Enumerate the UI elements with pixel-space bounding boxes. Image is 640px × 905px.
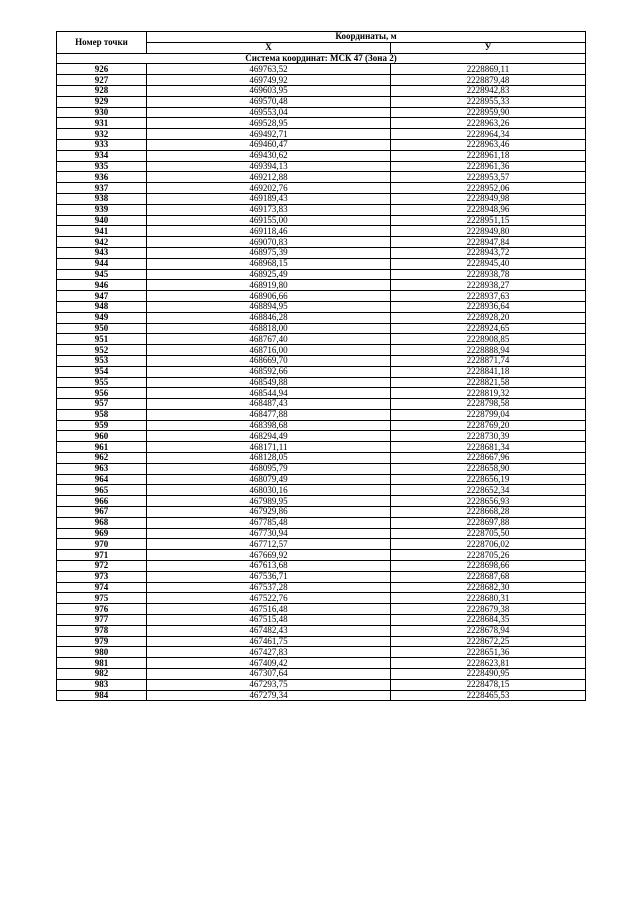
table-row <box>57 129 586 140</box>
table-row <box>57 442 586 453</box>
y-coordinate-cell: 2228961,36 <box>391 161 586 172</box>
x-coordinate-cell: 468095,79 <box>147 463 391 474</box>
point-number-cell: 977 <box>57 615 147 626</box>
table-row <box>57 291 586 302</box>
table-row <box>57 517 586 528</box>
x-coordinate-cell: 468846,28 <box>147 312 391 323</box>
table-row <box>57 183 586 194</box>
point-number-cell: 983 <box>57 679 147 690</box>
table-row <box>57 647 586 658</box>
x-coordinate-cell: 468487,43 <box>147 399 391 410</box>
y-coordinate-cell: 2228947,84 <box>391 237 586 248</box>
coordinate-system-label: Система координат: МСК 47 (Зона 2) <box>57 53 586 64</box>
point-number-cell: 941 <box>57 226 147 237</box>
y-coordinate-cell: 2228841,18 <box>391 366 586 377</box>
table-row <box>57 161 586 172</box>
x-coordinate-cell: 469212,88 <box>147 172 391 183</box>
point-number-cell: 940 <box>57 215 147 226</box>
y-coordinate-cell: 2228908,85 <box>391 334 586 345</box>
point-number-cell: 928 <box>57 85 147 96</box>
point-number-cell: 957 <box>57 399 147 410</box>
coordinates-header: Координаты, м <box>147 32 586 43</box>
table-row <box>57 75 586 86</box>
table-row <box>57 409 586 420</box>
x-coordinate-cell: 468294,49 <box>147 431 391 442</box>
point-number-cell: 933 <box>57 139 147 150</box>
y-coordinate-cell: 2228821,58 <box>391 377 586 388</box>
x-coordinate-cell: 469492,71 <box>147 129 391 140</box>
table-row <box>57 139 586 150</box>
y-coordinate-cell: 2228952,06 <box>391 183 586 194</box>
y-coordinate-cell: 2228730,39 <box>391 431 586 442</box>
y-coordinate-cell: 2228937,63 <box>391 291 586 302</box>
y-coordinate-cell: 2228678,94 <box>391 625 586 636</box>
coordinate-system-row <box>57 53 586 64</box>
y-coordinate-cell: 2228706,02 <box>391 539 586 550</box>
x-coordinate-cell: 467537,28 <box>147 582 391 593</box>
y-coordinate-cell: 2228879,48 <box>391 75 586 86</box>
table-row <box>57 420 586 431</box>
x-coordinate-cell: 467516,48 <box>147 604 391 615</box>
coordinates-table <box>56 31 586 701</box>
point-number-cell: 956 <box>57 388 147 399</box>
x-coordinate-cell: 467307,64 <box>147 669 391 680</box>
x-coordinate-cell: 469394,13 <box>147 161 391 172</box>
table-row <box>57 323 586 334</box>
x-coordinate-cell: 468171,11 <box>147 442 391 453</box>
point-number-cell: 979 <box>57 636 147 647</box>
x-coordinate-cell: 469118,46 <box>147 226 391 237</box>
y-coordinate-cell: 2228705,26 <box>391 550 586 561</box>
table-header <box>57 32 586 54</box>
point-number-cell: 980 <box>57 647 147 658</box>
point-number-cell: 967 <box>57 507 147 518</box>
y-coordinate-cell: 2228667,96 <box>391 453 586 464</box>
x-coordinate-cell: 468767,40 <box>147 334 391 345</box>
table-row <box>57 247 586 258</box>
x-coordinate-cell: 469460,47 <box>147 139 391 150</box>
x-coordinate-cell: 467293,75 <box>147 679 391 690</box>
x-coordinate-cell: 467929,86 <box>147 507 391 518</box>
x-coordinate-cell: 467712,57 <box>147 539 391 550</box>
x-coordinate-cell: 467427,83 <box>147 647 391 658</box>
x-coordinate-cell: 469528,95 <box>147 118 391 129</box>
point-number-cell: 960 <box>57 431 147 442</box>
table-row <box>57 377 586 388</box>
y-coordinate-cell: 2228680,31 <box>391 593 586 604</box>
x-coordinate-cell: 468079,49 <box>147 474 391 485</box>
point-number-cell: 969 <box>57 528 147 539</box>
table-row <box>57 96 586 107</box>
y-coordinate-cell: 2228964,34 <box>391 129 586 140</box>
x-coordinate-cell: 469430,62 <box>147 150 391 161</box>
table-row <box>57 226 586 237</box>
y-header: У <box>391 42 586 53</box>
x-coordinate-cell: 468975,39 <box>147 247 391 258</box>
x-coordinate-cell: 468544,94 <box>147 388 391 399</box>
table-row <box>57 528 586 539</box>
point-number-cell: 939 <box>57 204 147 215</box>
x-coordinate-cell: 468549,88 <box>147 377 391 388</box>
table-row <box>57 172 586 183</box>
y-coordinate-cell: 2228490,95 <box>391 669 586 680</box>
table-row <box>57 582 586 593</box>
point-number-cell: 946 <box>57 280 147 291</box>
table-row <box>57 355 586 366</box>
point-number-cell: 982 <box>57 669 147 680</box>
table-row <box>57 669 586 680</box>
table-row <box>57 388 586 399</box>
point-number-cell: 952 <box>57 345 147 356</box>
table-row <box>57 269 586 280</box>
y-coordinate-cell: 2228698,66 <box>391 561 586 572</box>
table-row <box>57 636 586 647</box>
table-row <box>57 604 586 615</box>
x-coordinate-cell: 468030,16 <box>147 485 391 496</box>
point-number-cell: 932 <box>57 129 147 140</box>
y-coordinate-cell: 2228951,15 <box>391 215 586 226</box>
y-coordinate-cell: 2228955,33 <box>391 96 586 107</box>
point-number-cell: 929 <box>57 96 147 107</box>
point-number-cell: 935 <box>57 161 147 172</box>
point-number-cell: 976 <box>57 604 147 615</box>
x-coordinate-cell: 468906,66 <box>147 291 391 302</box>
x-coordinate-cell: 469173,83 <box>147 204 391 215</box>
point-number-cell: 945 <box>57 269 147 280</box>
x-coordinate-cell: 467482,43 <box>147 625 391 636</box>
y-coordinate-cell: 2228652,34 <box>391 485 586 496</box>
point-number-cell: 955 <box>57 377 147 388</box>
y-coordinate-cell: 2228888,94 <box>391 345 586 356</box>
table-row <box>57 496 586 507</box>
point-number-cell: 970 <box>57 539 147 550</box>
x-coordinate-cell: 467669,92 <box>147 550 391 561</box>
x-coordinate-cell: 468968,15 <box>147 258 391 269</box>
x-coordinate-cell: 469155,00 <box>147 215 391 226</box>
table-row <box>57 690 586 701</box>
point-number-cell: 959 <box>57 420 147 431</box>
table-row <box>57 334 586 345</box>
x-coordinate-cell: 469603,95 <box>147 85 391 96</box>
point-number-cell: 963 <box>57 463 147 474</box>
x-coordinate-cell: 467461,75 <box>147 636 391 647</box>
x-coordinate-cell: 467989,95 <box>147 496 391 507</box>
point-number-cell: 953 <box>57 355 147 366</box>
y-coordinate-cell: 2228945,40 <box>391 258 586 269</box>
y-coordinate-cell: 2228959,90 <box>391 107 586 118</box>
table-row <box>57 118 586 129</box>
x-coordinate-cell: 469570,48 <box>147 96 391 107</box>
table-row <box>57 193 586 204</box>
point-number-cell: 948 <box>57 301 147 312</box>
point-number-cell: 926 <box>57 64 147 75</box>
y-coordinate-cell: 2228651,36 <box>391 647 586 658</box>
x-coordinate-cell: 467730,94 <box>147 528 391 539</box>
table-row <box>57 237 586 248</box>
table-row <box>57 150 586 161</box>
x-coordinate-cell: 467279,34 <box>147 690 391 701</box>
x-coordinate-cell: 468477,88 <box>147 409 391 420</box>
point-number-cell: 930 <box>57 107 147 118</box>
x-coordinate-cell: 469070,83 <box>147 237 391 248</box>
y-coordinate-cell: 2228871,74 <box>391 355 586 366</box>
point-number-cell: 936 <box>57 172 147 183</box>
y-coordinate-cell: 2228682,30 <box>391 582 586 593</box>
x-coordinate-cell: 469189,43 <box>147 193 391 204</box>
table-row <box>57 561 586 572</box>
point-number-cell: 975 <box>57 593 147 604</box>
table-row <box>57 107 586 118</box>
table-row <box>57 258 586 269</box>
table-row <box>57 550 586 561</box>
table-row <box>57 571 586 582</box>
y-coordinate-cell: 2228658,90 <box>391 463 586 474</box>
point-number-cell: 962 <box>57 453 147 464</box>
point-number-cell: 947 <box>57 291 147 302</box>
x-coordinate-cell: 468592,66 <box>147 366 391 377</box>
table-row <box>57 215 586 226</box>
table-row <box>57 280 586 291</box>
point-number-cell: 942 <box>57 237 147 248</box>
point-number-cell: 972 <box>57 561 147 572</box>
table-row <box>57 453 586 464</box>
point-number-cell: 984 <box>57 690 147 701</box>
y-coordinate-cell: 2228938,78 <box>391 269 586 280</box>
y-coordinate-cell: 2228948,96 <box>391 204 586 215</box>
point-number-cell: 958 <box>57 409 147 420</box>
y-coordinate-cell: 2228798,58 <box>391 399 586 410</box>
point-number-cell: 927 <box>57 75 147 86</box>
y-coordinate-cell: 2228465,53 <box>391 690 586 701</box>
y-coordinate-cell: 2228656,19 <box>391 474 586 485</box>
y-coordinate-cell: 2228769,20 <box>391 420 586 431</box>
table-row <box>57 474 586 485</box>
table-body <box>57 53 586 701</box>
point-number-cell: 966 <box>57 496 147 507</box>
table-row <box>57 679 586 690</box>
table-row <box>57 507 586 518</box>
table-row <box>57 539 586 550</box>
y-coordinate-cell: 2228705,50 <box>391 528 586 539</box>
x-coordinate-cell: 468925,49 <box>147 269 391 280</box>
header-row <box>57 32 586 43</box>
point-number-cell: 951 <box>57 334 147 345</box>
x-coordinate-cell: 467522,76 <box>147 593 391 604</box>
y-coordinate-cell: 2228928,20 <box>391 312 586 323</box>
y-coordinate-cell: 2228924,65 <box>391 323 586 334</box>
y-coordinate-cell: 2228953,57 <box>391 172 586 183</box>
table-row <box>57 593 586 604</box>
y-coordinate-cell: 2228672,25 <box>391 636 586 647</box>
x-coordinate-cell: 468398,68 <box>147 420 391 431</box>
point-number-cell: 978 <box>57 625 147 636</box>
y-coordinate-cell: 2228697,88 <box>391 517 586 528</box>
y-coordinate-cell: 2228819,32 <box>391 388 586 399</box>
point-number-cell: 944 <box>57 258 147 269</box>
table-row <box>57 615 586 626</box>
y-coordinate-cell: 2228656,93 <box>391 496 586 507</box>
x-coordinate-cell: 468669,70 <box>147 355 391 366</box>
y-coordinate-cell: 2228942,83 <box>391 85 586 96</box>
table-row <box>57 431 586 442</box>
y-coordinate-cell: 2228684,35 <box>391 615 586 626</box>
y-coordinate-cell: 2228799,04 <box>391 409 586 420</box>
y-coordinate-cell: 2228668,28 <box>391 507 586 518</box>
point-number-cell: 950 <box>57 323 147 334</box>
point-number-cell: 973 <box>57 571 147 582</box>
point-number-cell: 954 <box>57 366 147 377</box>
y-coordinate-cell: 2228623,81 <box>391 658 586 669</box>
y-coordinate-cell: 2228949,80 <box>391 226 586 237</box>
point-number-cell: 931 <box>57 118 147 129</box>
point-number-cell: 974 <box>57 582 147 593</box>
point-number-cell: 943 <box>57 247 147 258</box>
table-row <box>57 345 586 356</box>
table-row <box>57 312 586 323</box>
table-row <box>57 485 586 496</box>
table-row <box>57 64 586 75</box>
y-coordinate-cell: 2228943,72 <box>391 247 586 258</box>
x-header: X <box>147 42 391 53</box>
point-number-cell: 938 <box>57 193 147 204</box>
y-coordinate-cell: 2228963,26 <box>391 118 586 129</box>
point-number-cell: 961 <box>57 442 147 453</box>
y-coordinate-cell: 2228869,11 <box>391 64 586 75</box>
table-row <box>57 85 586 96</box>
y-coordinate-cell: 2228938,27 <box>391 280 586 291</box>
table-row <box>57 463 586 474</box>
y-coordinate-cell: 2228687,68 <box>391 571 586 582</box>
x-coordinate-cell: 469553,04 <box>147 107 391 118</box>
x-coordinate-cell: 468818,00 <box>147 323 391 334</box>
x-coordinate-cell: 467515,48 <box>147 615 391 626</box>
x-coordinate-cell: 469202,76 <box>147 183 391 194</box>
table-row <box>57 366 586 377</box>
y-coordinate-cell: 2228679,38 <box>391 604 586 615</box>
point-number-cell: 981 <box>57 658 147 669</box>
x-coordinate-cell: 469749,92 <box>147 75 391 86</box>
y-coordinate-cell: 2228963,46 <box>391 139 586 150</box>
table-row <box>57 658 586 669</box>
x-coordinate-cell: 468919,80 <box>147 280 391 291</box>
x-coordinate-cell: 467536,71 <box>147 571 391 582</box>
x-coordinate-cell: 468716,00 <box>147 345 391 356</box>
point-number-cell: 937 <box>57 183 147 194</box>
y-coordinate-cell: 2228949,98 <box>391 193 586 204</box>
point-number-cell: 934 <box>57 150 147 161</box>
x-coordinate-cell: 467785,48 <box>147 517 391 528</box>
x-coordinate-cell: 468128,05 <box>147 453 391 464</box>
y-coordinate-cell: 2228936,64 <box>391 301 586 312</box>
point-number-cell: 949 <box>57 312 147 323</box>
point-number-cell: 965 <box>57 485 147 496</box>
x-coordinate-cell: 467409,42 <box>147 658 391 669</box>
point-number-cell: 964 <box>57 474 147 485</box>
x-coordinate-cell: 469763,52 <box>147 64 391 75</box>
table-row <box>57 399 586 410</box>
y-coordinate-cell: 2228681,34 <box>391 442 586 453</box>
point-number-header: Номер точки <box>57 32 147 54</box>
table-row <box>57 301 586 312</box>
point-number-cell: 968 <box>57 517 147 528</box>
point-number-cell: 971 <box>57 550 147 561</box>
x-coordinate-cell: 468894,95 <box>147 301 391 312</box>
table-row <box>57 625 586 636</box>
y-coordinate-cell: 2228961,18 <box>391 150 586 161</box>
y-coordinate-cell: 2228478,15 <box>391 679 586 690</box>
table-row <box>57 204 586 215</box>
x-coordinate-cell: 467613,68 <box>147 561 391 572</box>
